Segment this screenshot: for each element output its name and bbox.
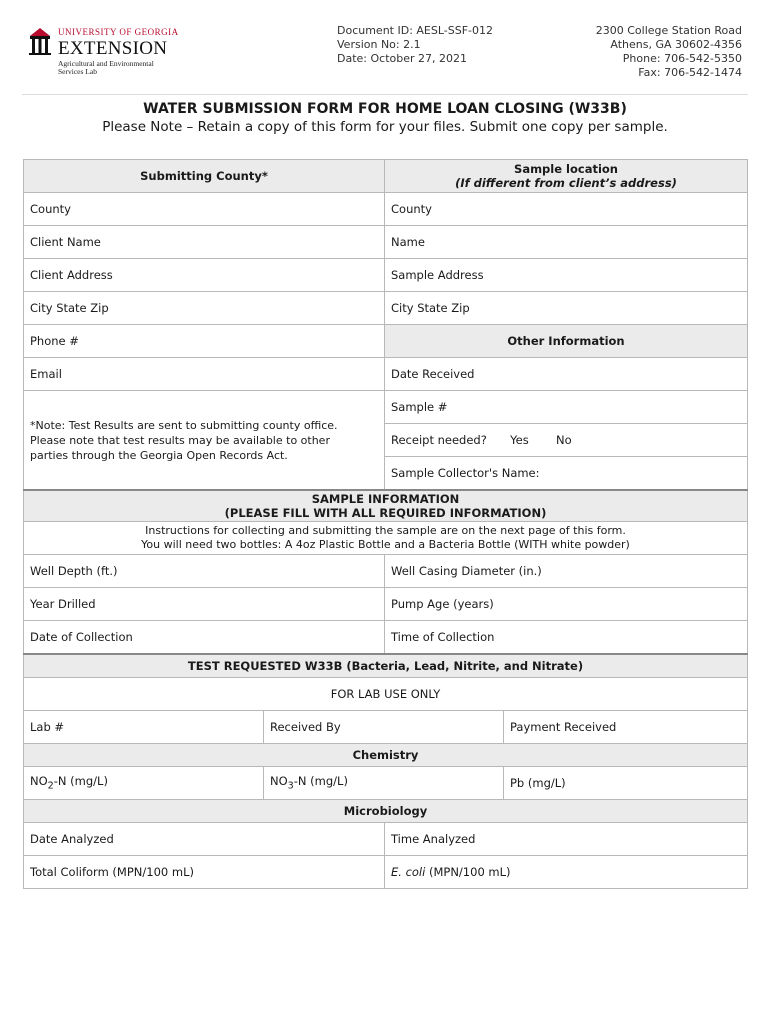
date-received-field[interactable]: Date Received [385, 358, 748, 391]
note-line-3: parties through the Georgia Open Records Act. [30, 448, 288, 462]
client-county-field[interactable]: County [24, 193, 385, 226]
receipt-needed-label: Receipt needed? [391, 433, 487, 447]
note-line-2: Please note that test results may be available to other [30, 433, 330, 447]
chemistry-header: Chemistry [24, 744, 748, 767]
received-by-field[interactable]: Received By [264, 711, 504, 744]
instructions-line-1: Instructions for collecting and submitting the sample are on the next page of this form. [145, 524, 626, 537]
microbiology-header: Microbiology [24, 800, 748, 823]
table-row [24, 823, 748, 856]
lab-line-2: Services Lab [58, 67, 97, 76]
sample-information-header [24, 490, 748, 522]
client-phone-field[interactable]: Phone # [24, 325, 385, 358]
receipt-needed-field [385, 424, 748, 457]
document-info [337, 24, 493, 66]
client-email-field[interactable]: Email [24, 358, 385, 391]
lab-address [596, 24, 742, 80]
lab-line-1: Agricultural and Environmental [58, 59, 154, 68]
no2-unit: -N (mg/L) [53, 774, 108, 789]
ecoli-field[interactable] [385, 856, 748, 889]
header-divider [22, 94, 748, 95]
receipt-yes-option[interactable]: Yes [510, 433, 529, 447]
pump-age-field[interactable]: Pump Age (years) [385, 588, 748, 621]
date-of-collection-field[interactable]: Date of Collection [24, 621, 385, 655]
table-row [24, 490, 748, 522]
sample-instructions [24, 522, 748, 555]
table-row [24, 588, 748, 621]
no3-label: NO [270, 774, 288, 789]
table-row [24, 800, 748, 823]
location-name-field[interactable]: Name [385, 226, 748, 259]
payment-received-field[interactable]: Payment Received [504, 711, 748, 744]
form-title: WATER SUBMISSION FORM FOR HOME LOAN CLOSING (W33B) [143, 101, 627, 117]
arch-icon [28, 26, 52, 56]
table-row [24, 744, 748, 767]
no2-label: NO [30, 774, 48, 789]
table-row [24, 325, 748, 358]
well-casing-field[interactable]: Well Casing Diameter (in.) [385, 555, 748, 588]
no2-subscript: 2 [47, 780, 54, 792]
location-city-field[interactable]: City State Zip [385, 292, 748, 325]
instructions-line-2: You will need two bottles: A 4oz Plastic Bottle and a Bacteria Bottle (WITH white powder) [141, 538, 630, 551]
location-county-field[interactable]: County [385, 193, 748, 226]
address-street: 2300 College Station Road [595, 24, 742, 37]
submitting-county-header: Submitting County* [24, 160, 385, 193]
table-row [24, 226, 748, 259]
other-information-header: Other Information [385, 325, 748, 358]
lead-field[interactable]: Pb (mg/L) [504, 767, 748, 800]
lab-number-field[interactable]: Lab # [24, 711, 264, 744]
address-city: Athens, GA 30602-4356 [610, 38, 742, 51]
receipt-no-option[interactable]: No [556, 433, 572, 447]
sample-location-subtitle: (If different from client’s address) [455, 176, 677, 190]
table-row [24, 678, 748, 711]
lab-use-only-label: FOR LAB USE ONLY [24, 678, 748, 711]
sample-address-field[interactable]: Sample Address [385, 259, 748, 292]
no3-subscript: 3 [287, 780, 294, 792]
sample-number-field[interactable]: Sample # [385, 391, 748, 424]
table-row [24, 767, 748, 800]
version-no: Version No: 2.1 [337, 38, 421, 51]
sample-location-header [385, 160, 748, 193]
note-line-1: *Note: Test Results are sent to submitting county office. [30, 418, 338, 432]
address-fax: Fax: 706-542-1474 [638, 66, 742, 79]
extension-name: EXTENSION [58, 38, 168, 59]
client-city-field[interactable]: City State Zip [24, 292, 385, 325]
date-analyzed-field[interactable]: Date Analyzed [24, 823, 385, 856]
table-row [24, 358, 748, 391]
document-date: Date: October 27, 2021 [337, 52, 467, 65]
time-of-collection-field[interactable]: Time of Collection [385, 621, 748, 655]
document-id: Document ID: AESL-SSF-012 [337, 24, 494, 37]
submission-form-table [23, 159, 748, 889]
lab-name [58, 60, 198, 76]
university-name: UNIVERSITY OF GEORGIA [58, 27, 179, 37]
year-drilled-field[interactable]: Year Drilled [24, 588, 385, 621]
table-row [24, 621, 748, 655]
table-row [24, 856, 748, 889]
uga-extension-logo [28, 22, 198, 82]
results-note [24, 391, 385, 491]
no3-unit: -N (mg/L) [293, 774, 348, 789]
sample-info-title: SAMPLE INFORMATION [311, 492, 460, 506]
table-row [24, 555, 748, 588]
sample-collector-field[interactable]: Sample Collector's Name: [385, 457, 748, 491]
table-row [24, 259, 748, 292]
no2-field[interactable] [24, 767, 264, 800]
sample-info-subtitle: (PLEASE FILL WITH ALL REQUIRED INFORMATION) [224, 506, 547, 520]
table-row [24, 391, 748, 424]
sample-location-title: Sample location [514, 162, 618, 176]
client-name-field[interactable]: Client Name [24, 226, 385, 259]
table-row [24, 160, 748, 193]
no3-field[interactable] [264, 767, 504, 800]
form-subtitle: Please Note – Retain a copy of this form for your files. Submit one copy per sample. [102, 119, 668, 135]
table-row [24, 654, 748, 678]
ecoli-name: E. coli [391, 865, 426, 879]
time-analyzed-field[interactable]: Time Analyzed [385, 823, 748, 856]
client-address-field[interactable]: Client Address [24, 259, 385, 292]
table-row [24, 292, 748, 325]
table-row [24, 193, 748, 226]
table-row [24, 522, 748, 555]
well-depth-field[interactable]: Well Depth (ft.) [24, 555, 385, 588]
test-requested-header: TEST REQUESTED W33B (Bacteria, Lead, Nitrite, and Nitrate) [24, 654, 748, 678]
total-coliform-field[interactable]: Total Coliform (MPN/100 mL) [24, 856, 385, 889]
table-row [24, 711, 748, 744]
ecoli-unit: (MPN/100 mL) [425, 865, 511, 879]
address-phone: Phone: 706-542-5350 [622, 52, 742, 65]
